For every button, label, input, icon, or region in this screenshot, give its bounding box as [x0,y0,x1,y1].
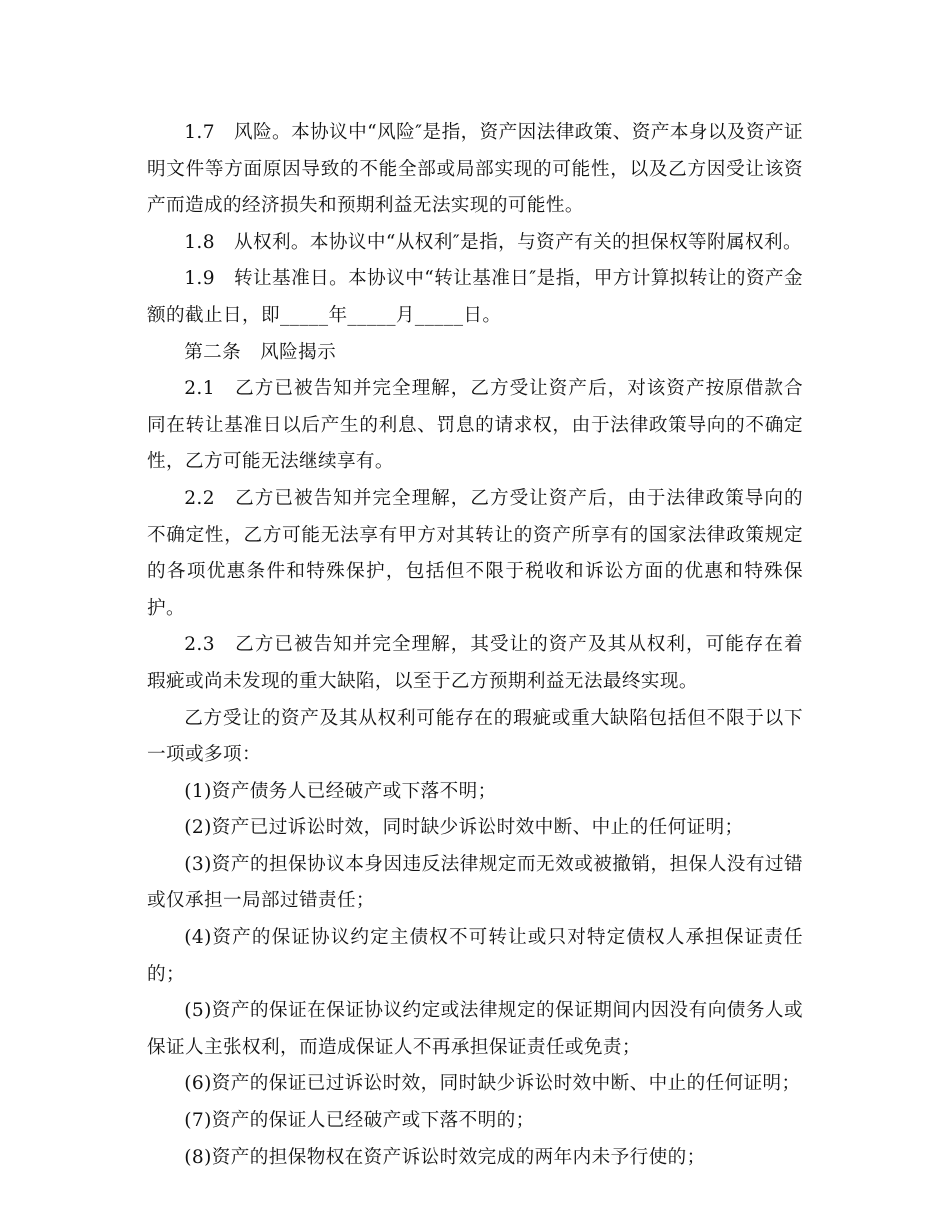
defect-item-4: (4)资产的保证协议约定主债权不可转让或只对特定债权人承担保证责任的； [147,927,803,985]
defect-item-3: (3)资产的担保协议本身因违反法律规定而无效或被撤销，担保人没有过错或仅承担一局部过错责任； [147,853,803,912]
clause-2-2: 2.2 乙方已被告知并完全理解，乙方受让资产后，由于法律政策导向的不确定性，乙方可能无法享有甲方对其转让的资产所享有的国家法律政策规定的各项优惠条件和特殊保护，包括但不限于税收和诉讼方面的优惠和特殊保护。 [147,487,803,619]
defect-item-5: (5)资产的保证在保证协议约定或法律规定的保证期间内因没有向债务人或保证人主张权利，而造成保证人不再承担保证责任或免责； [147,1000,803,1058]
defect-item-1: (1)资产债务人已经破产或下落不明； [184,780,497,802]
clause-2-1: 2.1 乙方已被告知并完全理解，乙方受让资产后，对该资产按原借款合同在转让基准日以后产生的利息、罚息的请求权，由于法律政策导向的不确定性，乙方可能无法继续享有。 [147,378,803,473]
document-body [147,115,803,1176]
defect-item-8: (8)资产的担保物权在资产诉讼时效完成的两年内未予行使的； [184,1146,706,1168]
clause-2-3: 2.3 乙方已被告知并完全理解，其受让的资产及其从权利，可能存在着瑕疵或尚未发现的重大缺陷，以至于乙方预期利益无法最终实现。 [147,634,803,692]
article-2-heading: 第二条 风险揭示 [184,341,337,363]
clause-1-9: 1.9 转让基准日。本协议中“转让基准日″是指，甲方计算拟转让的资产金额的截止日，即_____年_____月_____日。 [147,268,803,326]
defect-item-2: (2)资产已过诉讼时效，同时缺少诉讼时效中断、中止的任何证明； [184,817,744,839]
clause-1-7: 1.7 风险。本协议中“风险″是指，资产因法律政策、资产本身以及资产证明文件等方面原因导致的不能全部或局部实现的可能性，以及乙方因受让该资产而造成的经济损失和预期利益无法实现的可能性。 [147,122,803,217]
defect-item-6: (6)资产的保证已过诉讼时效，同时缺少诉讼时效中断、中止的任何证明； [184,1073,801,1095]
defects-intro: 乙方受让的资产及其从权利可能存在的瑕疵或重大缺陷包括但不限于以下一项或多项： [147,707,803,766]
defect-item-7: (7)资产的保证人已经破产或下落不明的； [184,1110,535,1132]
clause-1-8: 1.8 从权利。本协议中“从权利″是指，与资产有关的担保权等附属权利。 [184,231,803,253]
